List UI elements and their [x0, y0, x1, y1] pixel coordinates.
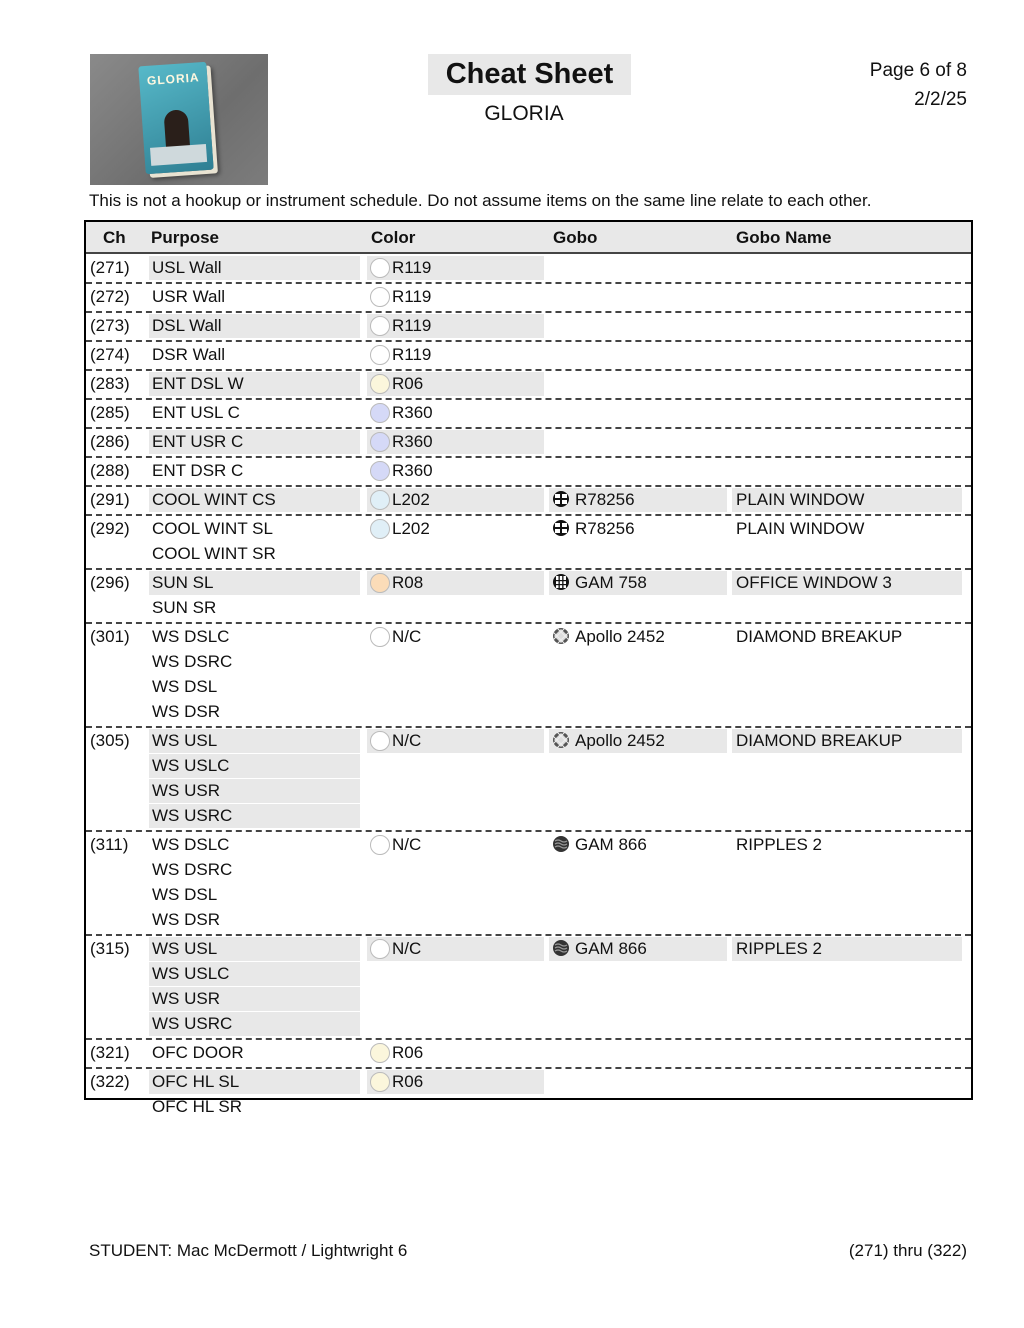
table-row	[86, 430, 971, 455]
footer-range: (271) thru (322)	[848, 1241, 967, 1260]
color-cell	[367, 459, 544, 483]
row-divider	[86, 934, 971, 936]
purpose-text: WS DSL	[152, 677, 218, 696]
color-code: R360	[392, 432, 433, 451]
cover-image	[90, 54, 268, 185]
purpose-text: WS USRC	[149, 1012, 360, 1036]
color-code: R360	[392, 403, 433, 422]
book-illustration	[138, 62, 213, 174]
table-row	[86, 459, 971, 484]
purpose-text: WS DSR	[152, 702, 220, 721]
color-cell	[367, 729, 544, 753]
purpose-text: WS USRC	[149, 804, 360, 828]
gobo-cell	[549, 937, 727, 961]
color-code: N/C	[392, 627, 422, 646]
purpose-text: COOL WINT SL	[152, 519, 273, 538]
purpose-text: WS USR	[149, 779, 360, 803]
color-code: N/C	[392, 939, 422, 958]
purpose-text: WS USLC	[149, 754, 360, 778]
row-divider	[86, 514, 971, 516]
gobo-cell	[549, 488, 727, 512]
purpose-text: WS USL	[149, 729, 360, 753]
col-header-gobo: Gobo	[553, 228, 598, 247]
purpose-text: SUN SR	[152, 598, 217, 617]
gobo-code: Apollo 2452	[575, 627, 665, 646]
row-divider	[86, 398, 971, 400]
channel-number: (273)	[90, 316, 130, 335]
table-row	[86, 256, 971, 281]
color-code: L202	[392, 519, 430, 538]
show-name: GLORIA	[484, 102, 564, 125]
purpose-text: ENT USR C	[149, 430, 360, 454]
gobo-window-cross-icon	[552, 519, 570, 537]
gobo-code: R78256	[575, 490, 635, 509]
channel-number: (305)	[90, 731, 130, 750]
gobo-name: PLAIN WINDOW	[736, 519, 865, 538]
color-cell	[367, 488, 544, 512]
channel-number: (296)	[90, 573, 130, 592]
purpose-text: WS USR	[149, 987, 360, 1011]
purpose-text: DSR Wall	[152, 345, 226, 364]
color-cell	[367, 517, 544, 541]
cheat-sheet-table	[84, 220, 973, 1116]
purpose-text: WS DSL	[152, 885, 218, 904]
gobo-window-cross-icon	[552, 490, 570, 508]
table-row	[86, 343, 971, 368]
color-cell	[367, 571, 544, 595]
color-swatch-icon	[370, 432, 390, 452]
color-code: L202	[392, 490, 430, 509]
color-swatch-icon	[370, 461, 390, 481]
color-code: R119	[392, 316, 432, 335]
purpose-text: WS USL	[149, 937, 360, 961]
channel-number: (274)	[90, 345, 130, 364]
channel-number: (286)	[90, 432, 130, 451]
table-row	[86, 625, 971, 725]
color-cell	[367, 256, 544, 280]
channel-number: (322)	[90, 1072, 130, 1091]
table-row	[86, 833, 971, 933]
row-divider	[86, 456, 971, 458]
table-row	[86, 401, 971, 426]
row-divider	[86, 568, 971, 570]
purpose-text: WS USLC	[149, 962, 360, 986]
color-cell	[367, 343, 544, 367]
color-swatch-icon	[370, 345, 390, 365]
print-date: 2/2/25	[914, 89, 967, 110]
gobo-code: R78256	[575, 519, 635, 538]
table-row	[86, 729, 971, 829]
row-divider	[86, 369, 971, 371]
purpose-text: USR Wall	[152, 287, 226, 306]
disclaimer: This is not a hookup or instrument schedule. Do not assume items on the same line relate to each other.	[89, 191, 872, 210]
color-swatch-icon	[370, 287, 390, 307]
row-divider	[86, 622, 971, 624]
channel-number: (285)	[90, 403, 130, 422]
gobo-cell	[549, 517, 727, 541]
channel-number: (272)	[90, 287, 130, 306]
color-code: N/C	[392, 731, 422, 750]
color-cell	[367, 314, 544, 338]
channel-number: (292)	[90, 519, 130, 538]
row-divider	[86, 282, 971, 284]
row-divider	[86, 726, 971, 728]
row-divider	[86, 340, 971, 342]
channel-number: (311)	[90, 835, 129, 854]
page-title: Cheat Sheet	[428, 54, 631, 95]
color-cell	[367, 401, 544, 425]
color-cell	[367, 625, 544, 649]
channel-number: (301)	[90, 627, 130, 646]
page-info	[870, 56, 967, 114]
purpose-text: DSL Wall	[149, 314, 360, 338]
color-swatch-icon	[370, 258, 390, 278]
purpose-text: WS DSR	[152, 910, 220, 929]
table-row	[86, 285, 971, 310]
page-number: Page 6 of 8	[869, 60, 967, 81]
color-cell	[367, 937, 544, 961]
channel-number: (271)	[90, 258, 130, 277]
channel-number: (291)	[90, 490, 130, 509]
row-divider	[86, 427, 971, 429]
table-row	[86, 488, 971, 513]
gobo-window-grid-icon	[552, 573, 570, 591]
channel-number: (283)	[90, 374, 130, 393]
color-code: R06	[392, 374, 424, 393]
row-divider	[86, 830, 971, 832]
gobo-cell	[549, 625, 727, 649]
footer-student: STUDENT: Mac McDermott / Lightwright 6	[89, 1241, 408, 1260]
col-header-gobo-name: Gobo Name	[736, 228, 832, 247]
row-divider	[86, 311, 971, 313]
gobo-name: RIPPLES 2	[732, 937, 962, 961]
purpose-text: COOL WINT SR	[152, 544, 276, 563]
color-swatch-icon	[370, 1072, 390, 1092]
color-swatch-icon	[370, 403, 390, 423]
table-row	[86, 571, 971, 621]
gobo-code: GAM 758	[575, 573, 647, 592]
purpose-text: ENT DSL W	[149, 372, 360, 396]
gobo-name: OFFICE WINDOW 3	[732, 571, 962, 595]
purpose-text: COOL WINT CS	[149, 488, 360, 512]
purpose-text: OFC DOOR	[152, 1043, 244, 1062]
color-swatch-icon	[370, 573, 390, 593]
table-row	[86, 1070, 971, 1120]
row-divider	[86, 485, 971, 487]
color-cell	[367, 372, 544, 396]
gobo-name: DIAMOND BREAKUP	[736, 627, 903, 646]
color-swatch-icon	[370, 374, 390, 394]
color-cell	[367, 1070, 544, 1094]
purpose-text: USL Wall	[149, 256, 360, 280]
col-header-ch: Ch	[103, 228, 126, 247]
channel-number: (321)	[90, 1043, 130, 1062]
color-code: R119	[392, 345, 432, 364]
cover-title: GLORIA	[146, 70, 201, 88]
color-cell	[367, 430, 544, 454]
purpose-text: OFC HL SR	[152, 1097, 243, 1116]
purpose-text: ENT DSR C	[152, 461, 244, 480]
gobo-diamond-icon	[552, 627, 570, 645]
color-swatch-icon	[370, 490, 390, 510]
row-divider	[86, 1038, 971, 1040]
color-swatch-icon	[370, 835, 390, 855]
purpose-text: WS DSRC	[152, 652, 233, 671]
color-swatch-icon	[370, 1043, 390, 1063]
table-row	[86, 937, 971, 1037]
gobo-code: GAM 866	[575, 939, 647, 958]
color-code: R119	[392, 287, 432, 306]
gobo-cell	[549, 571, 727, 595]
channel-number: (288)	[90, 461, 130, 480]
color-swatch-icon	[370, 627, 390, 647]
table-row	[86, 372, 971, 397]
gobo-name: PLAIN WINDOW	[732, 488, 962, 512]
color-swatch-icon	[370, 731, 390, 751]
color-swatch-icon	[370, 519, 390, 539]
gobo-cell	[549, 729, 727, 753]
gobo-name: DIAMOND BREAKUP	[732, 729, 962, 753]
purpose-text: SUN SL	[149, 571, 360, 595]
gobo-name: RIPPLES 2	[736, 835, 822, 854]
color-cell	[367, 285, 544, 309]
col-header-color: Color	[371, 228, 416, 247]
gobo-code: GAM 866	[575, 835, 647, 854]
color-code: R06	[392, 1043, 424, 1062]
color-cell	[367, 1041, 544, 1065]
color-swatch-icon	[370, 316, 390, 336]
color-code: R08	[392, 573, 424, 592]
gobo-diamond-icon	[552, 731, 570, 749]
table-row	[86, 1041, 971, 1066]
color-code: N/C	[392, 835, 422, 854]
channel-number: (315)	[90, 939, 130, 958]
col-header-purpose: Purpose	[151, 228, 220, 247]
color-code: R06	[392, 1072, 424, 1091]
color-code: R119	[392, 258, 432, 277]
purpose-text: WS DSLC	[152, 835, 230, 854]
purpose-text: OFC HL SL	[149, 1070, 360, 1094]
row-divider	[86, 1067, 971, 1069]
table-row	[86, 517, 971, 567]
purpose-text: WS DSLC	[152, 627, 230, 646]
gobo-ripples-icon	[552, 939, 570, 957]
color-cell	[367, 833, 544, 857]
gobo-code: Apollo 2452	[575, 731, 665, 750]
table-row	[86, 314, 971, 339]
gobo-ripples-icon	[552, 835, 570, 853]
purpose-text: WS DSRC	[152, 860, 233, 879]
purpose-text: ENT USL C	[152, 403, 240, 422]
table-header	[86, 222, 971, 254]
gobo-cell	[549, 833, 727, 857]
color-swatch-icon	[370, 939, 390, 959]
color-code: R360	[392, 461, 433, 480]
